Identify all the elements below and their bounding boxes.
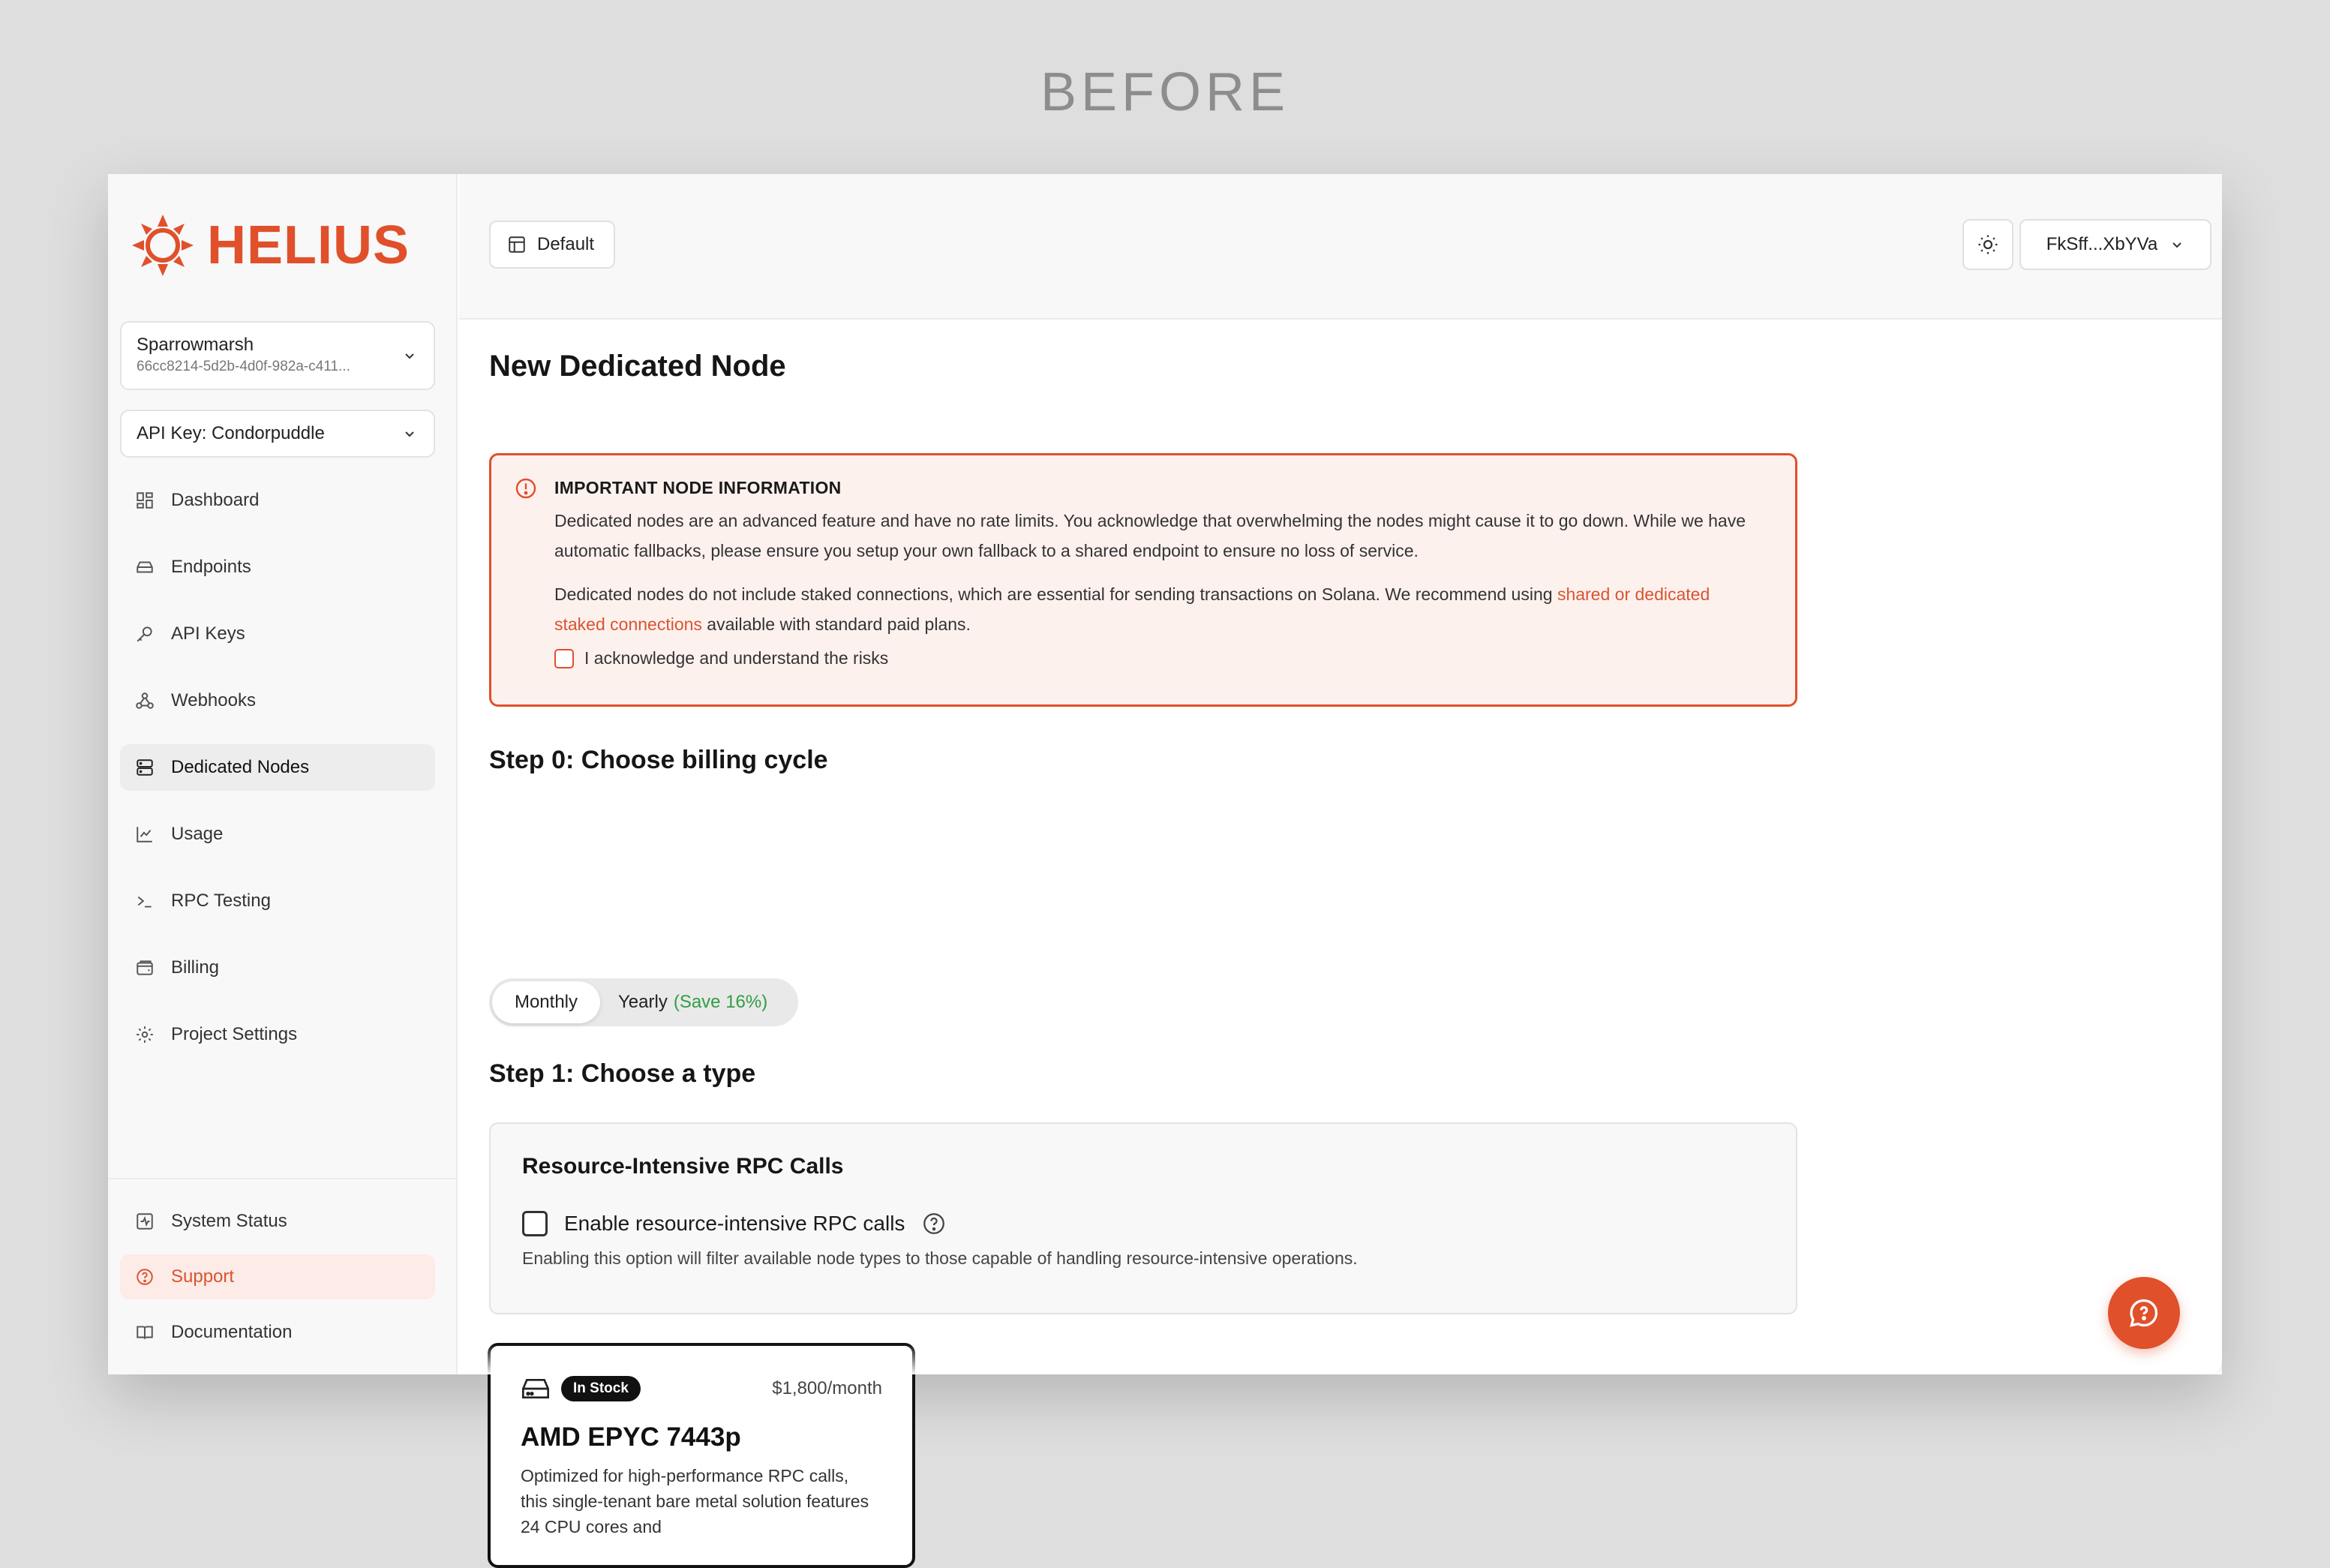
chevron-down-icon — [402, 348, 417, 363]
workspace-default-button[interactable] — [489, 221, 615, 269]
sidebar-bottom-nav — [120, 1199, 435, 1365]
sidebar-item-project-settings[interactable] — [120, 1011, 435, 1058]
sidebar-item-label: Dedicated Nodes — [171, 757, 310, 777]
sidebar-divider — [108, 1178, 456, 1179]
sidebar-item-label: API Keys — [171, 623, 245, 644]
billing-cycle-toggle — [489, 978, 798, 1026]
sidebar-item-usage[interactable] — [120, 811, 435, 858]
sidebar-item-label: Billing — [171, 957, 220, 978]
project-selector[interactable] — [120, 321, 435, 390]
sidebar-nav — [120, 477, 435, 1078]
callout-text: Dedicated nodes do not include staked connections, which are essential for sending transactions on Solana. We recommend using — [554, 584, 1557, 604]
status-icon — [135, 1212, 155, 1231]
acknowledge-risks-checkbox[interactable] — [554, 648, 1753, 668]
sidebar-item-system-status[interactable] — [120, 1199, 435, 1244]
theme-toggle-button[interactable] — [1962, 219, 2013, 270]
resource-intensive-card — [489, 1122, 1797, 1314]
project-name: Sparrowmarsh — [137, 335, 254, 355]
callout-title: IMPORTANT NODE INFORMATION — [554, 478, 842, 497]
sidebar-item-api-keys[interactable] — [120, 611, 435, 657]
gear-icon — [135, 1025, 155, 1044]
before-caption: BEFORE — [1040, 62, 1290, 122]
wallet-icon — [135, 958, 155, 978]
callout-paragraph-1: Dedicated nodes are an advanced feature and have no rate limits. You acknowledge that overwhelming the nodes might cause it to go down. While we have automatic fallbacks, please ensure you setup your own fallback to a shared endpoint to ensure no loss of service. — [554, 511, 1746, 560]
checkbox-label: Enable resource-intensive RPC calls — [564, 1212, 905, 1235]
billing-monthly-option[interactable]: Monthly — [492, 981, 600, 1023]
sidebar-item-label: Usage — [171, 824, 224, 844]
checkbox-box[interactable] — [522, 1211, 548, 1236]
callout-paragraph-2 — [554, 579, 1753, 639]
layout-icon — [507, 235, 527, 254]
sidebar-item-documentation[interactable] — [120, 1310, 435, 1355]
main-content — [489, 320, 2222, 1536]
callout-text: available with standard paid plans. — [701, 614, 971, 634]
help-icon — [135, 1267, 155, 1287]
sun-logo-icon — [131, 213, 195, 278]
sidebar-item-dashboard[interactable] — [120, 477, 435, 524]
sidebar-item-support[interactable] — [120, 1254, 435, 1299]
endpoints-icon — [135, 557, 155, 577]
chevron-down-icon — [2169, 237, 2184, 252]
webhook-icon — [135, 691, 155, 710]
sidebar-item-label: Endpoints — [171, 557, 251, 577]
sidebar-item-label: Webhooks — [171, 690, 256, 710]
chart-icon — [135, 825, 155, 844]
node-type-card[interactable] — [488, 1343, 915, 1568]
sidebar-item-webhooks[interactable] — [120, 677, 435, 724]
node-card-header — [521, 1376, 882, 1401]
page-title: New Dedicated Node — [489, 350, 786, 383]
checkbox-box[interactable] — [554, 649, 574, 668]
sidebar-item-rpc-testing[interactable] — [120, 878, 435, 924]
helius-logo[interactable] — [131, 212, 410, 279]
sidebar-item-label: RPC Testing — [171, 891, 271, 911]
sidebar — [108, 174, 458, 1374]
api-key-label: API Key: Condorpuddle — [137, 423, 325, 443]
rpc-card-title: Resource-Intensive RPC Calls — [522, 1154, 844, 1179]
rpc-card-description: Enabling this option will filter available node types to those capable of handling resource-intensive operations. — [522, 1248, 1358, 1268]
top-bar — [459, 174, 2222, 320]
api-key-selector[interactable] — [120, 410, 435, 458]
step-1-heading: Step 1: Choose a type — [489, 1059, 756, 1088]
help-circle-icon[interactable] — [921, 1211, 947, 1236]
save-badge: (Save 16%) — [673, 992, 768, 1012]
staked-connections-link[interactable]: shared or dedicated staked connections — [554, 584, 1710, 634]
sidebar-item-label: Project Settings — [171, 1024, 298, 1044]
workspace-label: Default — [537, 234, 595, 254]
wallet-button[interactable] — [2019, 219, 2211, 270]
sidebar-item-label: Documentation — [171, 1322, 293, 1342]
node-description: Optimized for high-performance RPC calls, this single-tenant bare metal solution features 24 CPU cores and — [521, 1466, 869, 1536]
node-price: $1,800/month — [772, 1378, 882, 1398]
node-name: AMD EPYC 7443p — [521, 1422, 741, 1452]
sidebar-item-label: System Status — [171, 1211, 287, 1231]
dashboard-icon — [135, 491, 155, 510]
yearly-label: Yearly — [618, 992, 668, 1012]
step-0-heading: Step 0: Choose billing cycle — [489, 746, 828, 774]
key-icon — [135, 624, 155, 644]
brand-name: HELIUS — [207, 215, 410, 275]
sidebar-item-dedicated-nodes[interactable] — [120, 744, 435, 791]
important-info-callout — [489, 453, 1797, 707]
support-chat-button[interactable] — [2108, 1277, 2180, 1349]
sidebar-item-endpoints[interactable] — [120, 544, 435, 590]
sidebar-item-label: Support — [171, 1266, 235, 1287]
book-icon — [135, 1323, 155, 1342]
chat-help-icon — [2127, 1296, 2160, 1329]
chevron-down-icon — [402, 426, 417, 441]
terminal-icon — [135, 891, 155, 911]
bottom-fade — [459, 1344, 2222, 1374]
sun-icon — [1977, 233, 1999, 256]
wallet-address: FkSff...XbYVa — [2046, 234, 2158, 254]
acknowledge-label: I acknowledge and understand the risks — [584, 648, 889, 668]
hard-drive-icon — [521, 1376, 551, 1401]
billing-yearly-option[interactable] — [600, 981, 767, 1023]
app-window — [108, 174, 2222, 1536]
sidebar-item-label: Dashboard — [171, 490, 260, 510]
server-icon — [135, 758, 155, 777]
sidebar-item-billing[interactable] — [120, 945, 435, 991]
in-stock-badge: In Stock — [561, 1376, 641, 1401]
project-id: 66cc8214-5d2b-4d0f-982a-c411... — [137, 359, 350, 374]
enable-resource-intensive-checkbox[interactable] — [522, 1211, 1764, 1236]
alert-circle-icon — [514, 476, 538, 500]
